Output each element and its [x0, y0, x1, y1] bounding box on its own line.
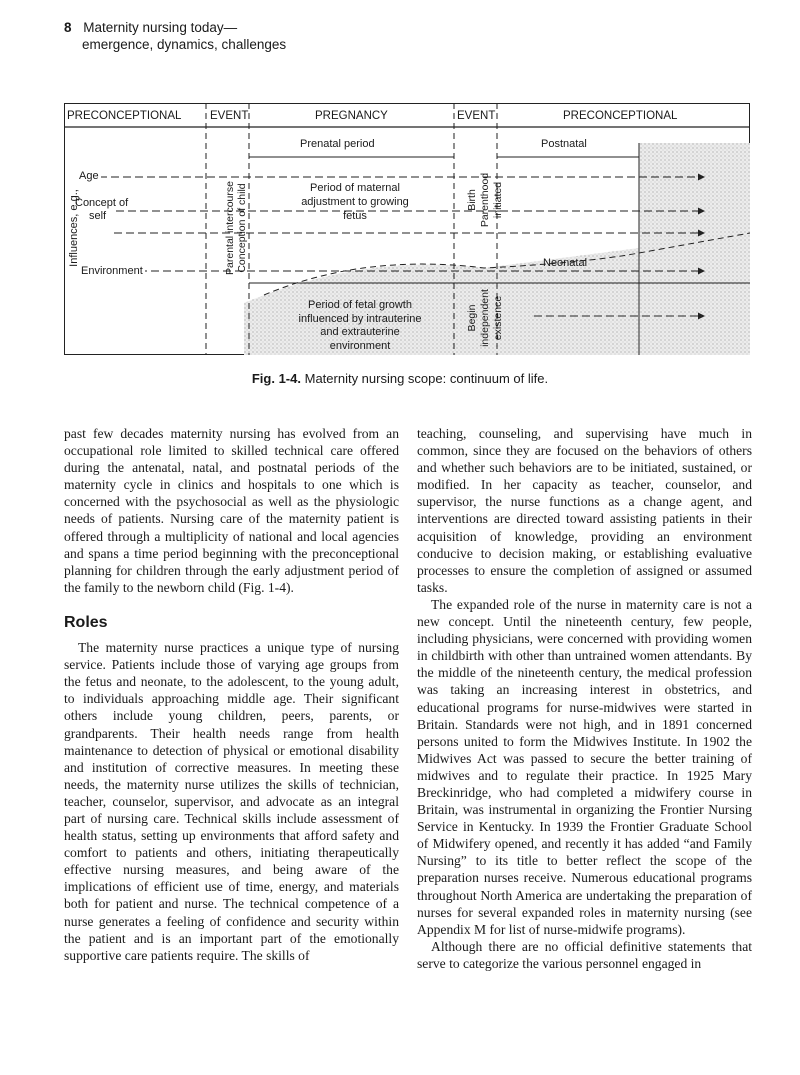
running-title-line1: Maternity nursing today— [83, 20, 238, 35]
figure-caption [0, 371, 800, 386]
postnatal-label: Postnatal [541, 138, 587, 150]
running-title-line2: emergence, dynamics, challenges [82, 37, 287, 52]
header-event-right: EVENT [457, 110, 496, 122]
fetal-line-4: environment [329, 339, 391, 352]
caption-label: Fig. 1-4. [251, 371, 301, 386]
maternal-period-text [260, 181, 450, 223]
influence-concept-of: Concept of [75, 197, 129, 209]
neonatal-label: Neonatal [543, 257, 588, 269]
header-pregnancy: PREGNANCY [315, 110, 388, 122]
maternal-line-1: Period of maternal [310, 182, 400, 194]
left-paragraph-1: past few decades maternity nursing has evolved from an occupational role limited to skilled technical care offered during the antenatal, natal, and postnatal periods of the maternity cycle in clinics and hospitals to one which is concerned with the psychosocial as well as the physiologic needs of patients. Nursing care of the maternity patient is offered through a multiplicity of national and local agencies and spans a time period beginning with the preconceptional planning for children through the early adjustment period of the family to the newborn child (Fig. 1-4). [64, 426, 399, 595]
influence-age: Age [79, 170, 99, 182]
fetal-line-1: Period of fetal growth [308, 299, 412, 311]
left-paragraph-2: The maternity nurse practices a unique type of nursing service. Patients include those of varying age groups from the fetus and neonate, to the adolescent, to the young adult, to individuals approaching middle age. Their significant others include young children, peers, parents, or grandparents. Their health needs range from health maintenance to detection of physical or emotional disability and institution of corrective measures. In meeting these needs, the maternity nurse utilizes the skills of technician, teacher, counselor, supervisor, and advocate as an integral part of nursing care. Technical skills include assessment of health status, setting up environments that afford safety and comfort to patients and others, initiating therapeutically effective nursing measures, and being aware of the implications of efficient use of time, energy, and materials both for patient and nurse. The technical competence of a nurse generates a feeling of confidence and security within the patient and is an important part of the emotionally supportive care patients require. The skills of [64, 640, 399, 963]
influence-self: self [89, 210, 107, 222]
caption-text: Maternity nursing scope: continuum of life. [304, 371, 549, 386]
maternal-line-2: adjustment to growing [301, 196, 409, 208]
fetal-growth-text [270, 299, 450, 353]
event-initiated: initiated [492, 181, 504, 219]
event-begin: Begin [466, 304, 478, 332]
right-column [417, 425, 752, 972]
right-paragraph-1: teaching, counseling, and supervising have much in common, since they are focused on the behaviors of others and whether such behaviors are to be initiated, sustained, or modified. In her capacity as teacher, counselor, and supervisor, the nurse functions as a change agent, and interventions are directed toward assisting patients in their acquisition of knowledge, providing an environment conducive to decision making, or establishing evaluative processes to ensure the completion of assigned or assumed tasks. [417, 426, 752, 595]
header-preconceptional-left: PRECONCEPTIONAL [67, 110, 182, 122]
fetal-line-3: and extrauterine [320, 326, 400, 338]
running-header [64, 19, 237, 36]
right-paragraph-3: Although there are no official definitive statements that serve to categorize the various personnel engaged in [417, 938, 752, 971]
maternal-line-3: fetus [343, 210, 367, 222]
event-conception-of-child: Conception of child [236, 183, 248, 273]
left-column [64, 425, 399, 964]
prenatal-period-label: Prenatal period [300, 138, 375, 150]
header-event-left: EVENT [210, 110, 249, 122]
influence-environment: Environment [81, 265, 143, 277]
page-number: 8 [64, 20, 72, 35]
section-heading-roles: Roles [64, 613, 108, 631]
event-parenthood: Parenthood [479, 172, 491, 228]
right-paragraph-2: The expanded role of the nurse in maternity care is not a new concept. Until the nineteenth century, few people, including physicians, were concerned with providing women in childbirth with other than untrained women attendants. By the middle of the nineteenth century, the medical profession was taking an increasing interest in obstetrics, and educational programs for nurse-midwives were started in Britain. Standards were not high, and in 1891 concerned persons united to form the Midwives Institute. In 1902 the Midwives Act was passed to secure the better training of midwives and to regulate their practice. In 1925 Mary Breckinridge, who had completed a midwifery course in Britain, was instrumental in organizing the Frontier Nursing Service in Kentucky. In 1939 the Frontier Graduate School of Midwifery opened, and recently it has added “and Family Nursing” to its title to better reflect the scope of the preparation nurses receive. Numerous educational programs throughout North America are undertaking the preparation of nurses for several expanded roles in maternity nursing (see Appendix M for list of nurse-midwife programs). [417, 596, 752, 937]
influences-side-label: Influences, e.g., [68, 189, 80, 267]
event-independent: independent [479, 289, 491, 347]
figure-continuum-of-life [64, 103, 750, 355]
fetal-line-2: influenced by intrauterine [298, 312, 422, 325]
event-parental-intercourse: Parental intercourse [224, 181, 236, 275]
header-preconceptional-right: PRECONCEPTIONAL [563, 110, 678, 122]
event-birth: Birth [466, 189, 478, 211]
shaded-region-right [639, 143, 750, 268]
event-existence: existence [492, 295, 504, 341]
